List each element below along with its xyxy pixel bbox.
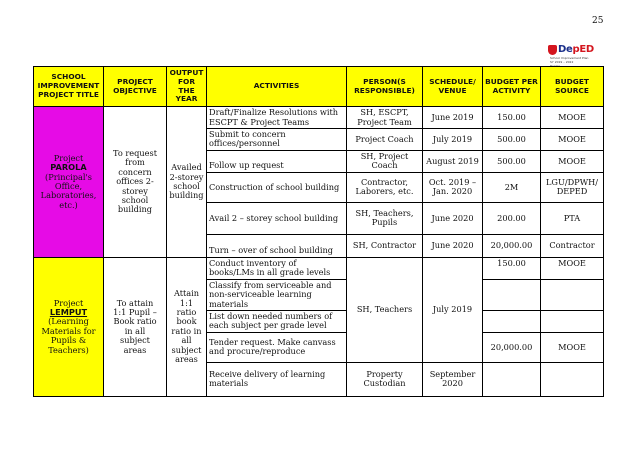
schedule-cell: June 2020 (423, 202, 483, 234)
logo-wordmark: DepED (558, 44, 594, 55)
budget-cell: 200.00 (483, 202, 541, 234)
header-output: OUTPUT FOR THE YEAR (167, 67, 207, 107)
school-improvement-plan-table (33, 66, 604, 397)
person-cell: SH, ESCPT, Project Team (347, 107, 423, 129)
source-cell: LGU/DPWH/ DEPED (541, 172, 604, 202)
person-cell: Property Custodian (347, 362, 423, 396)
person-cell: SH, Project Coach (347, 150, 423, 172)
project-objective-cell: To request from concern offices 2-storey school building (104, 107, 167, 258)
activity-cell: Draft/Finalize Resolutions with ESCPT & Project Teams (207, 107, 347, 129)
source-cell: MOOE (541, 332, 604, 362)
project-title-cell: Project PAROLA (Principal's Office, Laboratories, etc.) (34, 107, 104, 258)
source-cell: MOOE (541, 257, 604, 279)
person-cell: SH, Contractor (347, 234, 423, 257)
budget-cell: 150.00 (483, 257, 541, 279)
output-cell: Availed 2-storey school building (167, 107, 207, 258)
activity-cell: Construction of school building (207, 172, 347, 202)
header-activities: ACTIVITIES (207, 67, 347, 107)
deped-logo (540, 44, 596, 68)
source-cell (541, 310, 604, 332)
source-cell: MOOE (541, 129, 604, 151)
budget-cell (483, 279, 541, 310)
schedule-cell: August 2019 (423, 150, 483, 172)
deped-seal-icon (548, 45, 557, 55)
source-cell: PTA (541, 202, 604, 234)
header-project-title: SCHOOL IMPROVEMENT PROJECT TITLE (34, 67, 104, 107)
budget-cell: 150.00 (483, 107, 541, 129)
header-schedule-venue: SCHEDULE/ VENUE (423, 67, 483, 107)
activity-cell: Conduct inventory of books/LMs in all grade levels (207, 257, 347, 279)
header-budget-source: BUDGET SOURCE (541, 67, 604, 107)
activity-cell: Classify from serviceable and non-serviceable learning materials (207, 279, 347, 310)
budget-cell (483, 362, 541, 396)
source-cell (541, 362, 604, 396)
header-row (34, 67, 604, 107)
schedule-cell: July 2019 (423, 129, 483, 151)
person-cell: SH, Teachers (347, 257, 423, 362)
page-number: 25 (592, 16, 604, 26)
header-budget-per-activity: BUDGET PER ACTIVITY (483, 67, 541, 107)
header-project-objective: PROJECT OBJECTIVE (104, 67, 167, 107)
activity-cell: Receive delivery of learning materials (207, 362, 347, 396)
person-cell: Project Coach (347, 129, 423, 151)
budget-cell: 500.00 (483, 129, 541, 151)
table-row (34, 107, 604, 129)
output-cell: Attain 1:1 ratio book ratio in all subject areas (167, 257, 207, 396)
schedule-cell: July 2019 (423, 257, 483, 362)
logo-subtitle-1: School Improvement Plan (550, 56, 589, 60)
activity-cell: Avail 2 – storey school building (207, 202, 347, 234)
activity-cell: Tender request. Make canvass and procure/reproduce (207, 332, 347, 362)
person-cell: SH, Teachers, Pupils (347, 202, 423, 234)
budget-cell: 2M (483, 172, 541, 202)
source-cell: MOOE (541, 150, 604, 172)
schedule-cell: June 2020 (423, 234, 483, 257)
header-persons-responsible: PERSON(S RESPONSIBLE) (347, 67, 423, 107)
activity-cell: Submit to concern offices/personnel (207, 129, 347, 151)
person-cell: Contractor, Laborers, etc. (347, 172, 423, 202)
activity-cell: Follow up request (207, 150, 347, 172)
budget-cell: 20,000.00 (483, 332, 541, 362)
budget-cell: 20,000.00 (483, 234, 541, 257)
schedule-cell: September 2020 (423, 362, 483, 396)
activity-cell: List down needed numbers of each subject per grade level (207, 310, 347, 332)
source-cell: MOOE (541, 107, 604, 129)
source-cell: Contractor (541, 234, 604, 257)
budget-cell (483, 310, 541, 332)
schedule-cell: June 2019 (423, 107, 483, 129)
source-cell (541, 279, 604, 310)
logo-subtitle-2: SY 2019 – 2022 (550, 60, 574, 64)
activity-cell: Turn – over of school building (207, 234, 347, 257)
project-objective-cell: To attain 1:1 Pupil – Book ratio in all subject areas (104, 257, 167, 396)
budget-cell: 500.00 (483, 150, 541, 172)
project-title-cell: Project LEMPUT (Learning Materials for Pupils & Teachers) (34, 257, 104, 396)
table-row (34, 257, 604, 279)
schedule-cell: Oct. 2019 – Jan. 2020 (423, 172, 483, 202)
